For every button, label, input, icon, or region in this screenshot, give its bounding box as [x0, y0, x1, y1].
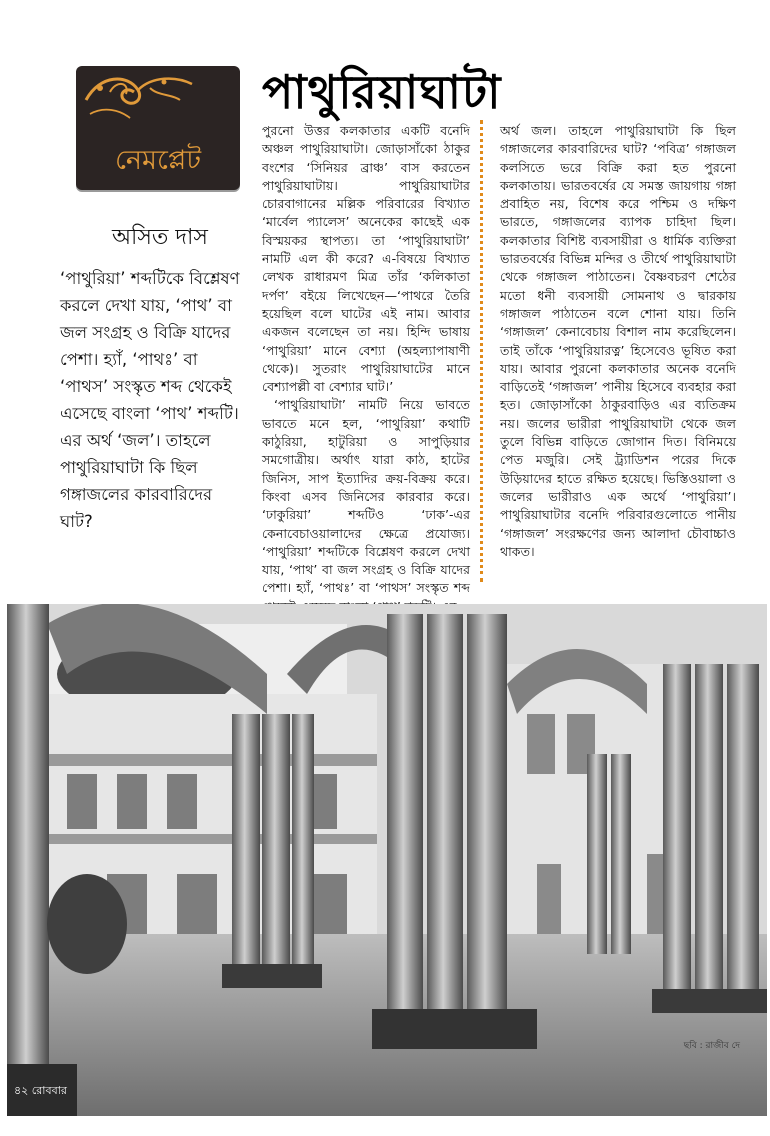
courtyard-photo	[7, 604, 767, 1116]
article-paragraph: পুরনো উত্তর কলকাতার একটি বনেদি অঞ্চল পাথুরিয়াঘাটা। জোড়াসাঁকো ঠাকুর বংশের ‘সিনিয়র ব্রাঞ্চ’ বাস করতেন পাথুরিয়াঘাটায়। পাথুরিয়াঘাটার চোরবাগানের মল্লিক পরিবারের বিখ্যাত ‘মার্বেল প্যালেস’ অনেকের কাছেই এক বিস্ময়কর স্থাপত্য। তা ‘পাথুরিয়াঘাটা’ নামটি এল কী করে? এ-বিষয়ে বিখ্যাত লেখক রাধারমণ মিত্র তাঁর ‘কলিকাতা দর্পণ’ বইয়ে লিখেছেন—‘পাথরে তৈরি হয়েছিল বলে ঘাটের এই নাম। আবার একজন বলেছেন তা নয়। হিন্দি ভাষায় ‘পাথুরিয়া’ মানে বেশ্যা (অহল্যাপাষাণী থেকে)। সুতরাং পাথুরিয়াঘাটের মানে বেশ্যাপল্লী বা বেশ্যার ঘাট।’	[262, 123, 470, 395]
article-column-1	[262, 122, 470, 616]
photo-credit: ছবি : রাজীব দে	[683, 1041, 740, 1051]
article-column-2	[500, 122, 736, 561]
section-badge	[76, 66, 240, 190]
page-footer: ৪২ রোববার	[14, 1084, 67, 1097]
article-paragraph: ‘পাথুরিয়াঘাটা’ নামটি নিয়ে ভাবতে ভাবতে মনে হল, ‘পাথুরিয়া’ কথাটি কাঠুরিয়া, হাটুরিয়া ও সাপুড়িয়ার সমগোত্রীয়। অর্থাৎ যারা কাঠ, হাটের জিনিস, সাপ ইত্যাদির ক্রয়-বিক্রয় করে। কিংবা এসব জিনিসের কারবার করে। ‘ঢাকুরিয়া’ শব্দটিও ‘ঢাক’-এর কেনাবেচাওয়ালাদের ক্ষেত্রে প্রযোজ্য। ‘পাথুরিয়া’ শব্দটিকে বিশ্লেষণ করলে দেখা যায়, ‘পাথ’ বা জল সংগ্রহ ও বিক্রি যাদের পেশা। হ্যাঁ, ‘পাথঃ’ বা ‘পাথস’ সংস্কৃত শব্দ	[262, 397, 470, 596]
author-byline: অসিত দাস	[112, 225, 208, 250]
column-divider	[480, 120, 483, 582]
page-title: পাথুরিয়াঘাটা	[262, 65, 502, 119]
section-label: নেমপ্লেট	[114, 145, 202, 176]
flourish-ornament-icon	[80, 70, 200, 130]
pullquote: ‘পাথুরিয়া’ শব্দটিকে বিশ্লেষণ করলে দেখা যায়, ‘পাথ’ বা জল সংগ্রহ ও বিক্রি যাদের পেশা। হ্যাঁ, ‘পাথঃ’ বা ‘পাথস’ সংস্কৃত শব্দ থেকেই এসেছে বাংলা ‘পাথ’ শব্দটি। এর অর্থ ‘জল’। তাহলে পাথুরিয়াঘাটা কি ছিল গঙ্গাজলের কারবারিদের ঘাট?	[60, 269, 240, 531]
article-paragraph: অর্থ জল। তাহলে পাথুরিয়াঘাটা কি ছিল গঙ্গাজলের কারবারিদের ঘাট? ‘পবিত্র’ গঙ্গাজল কলসিতে ভরে বিক্রি করা হত পুরনো কলকাতায়। ভারতবর্ষের যে সমস্ত জায়গায় গঙ্গা প্রবাহিত নয়, বিশেষ করে পশ্চিম ও দক্ষিণ ভারতে, গঙ্গাজলের ব্যাপক চাহিদা ছিল। কলকাতার বিশিষ্ট ব্যবসায়ীরা ও ধার্মিক ব্যক্তিরা ভারতবর্ষের বিভিন্ন মন্দির ও তীর্থে পাথুরিয়াঘাটা থেকে গঙ্গাজল পাঠাতেন। বৈষ্ণবচরণ শেঠের মতো ধনী ব্যবসায়ী সোমনাথ ও দ্বারকায় গঙ্গাজল পাঠাতেন বলে শোনা যায়। তিনি ‘গঙ্গাজল’ কেনাবেচায় বিশাল নাম করেছিলেন। তাই তাঁকে ‘পাথুরিয়ারত্ন’ হিসেবেও ভূষিত করা যায়। আবার পুরনো কলকাতার অনেক বনেদি বাড়িতেই ‘গঙ্গাজল’ পানীয় হিসেবে ব্যবহার করা হত। জোড়াসাঁকো ঠাকুরবাড়িও এর ব্যতিক্রম নয়। জলের ভারীরা পাথুরিয়াঘাটা থেকে জল তুলে বিভিন্ন বাড়িতে জোগান দিত। বিনিময়ে পেত মজুরি। সেই ট্র্যাডিশন পরের দিকে উড়িয়াদের হাতে রক্ষিত হয়েছে। ভিস্তিওয়ালা ও জলের ভারীরাও এক অর্থে ‘পাথুরিয়া’। পাথুরিয়াঘাটার বনেদি পরিবারগুলোতে পানীয় ‘গঙ্গাজল’ সংরক্ষণের জন্য আলাদা চৌবাচ্চাও থাকত।	[500, 123, 736, 559]
